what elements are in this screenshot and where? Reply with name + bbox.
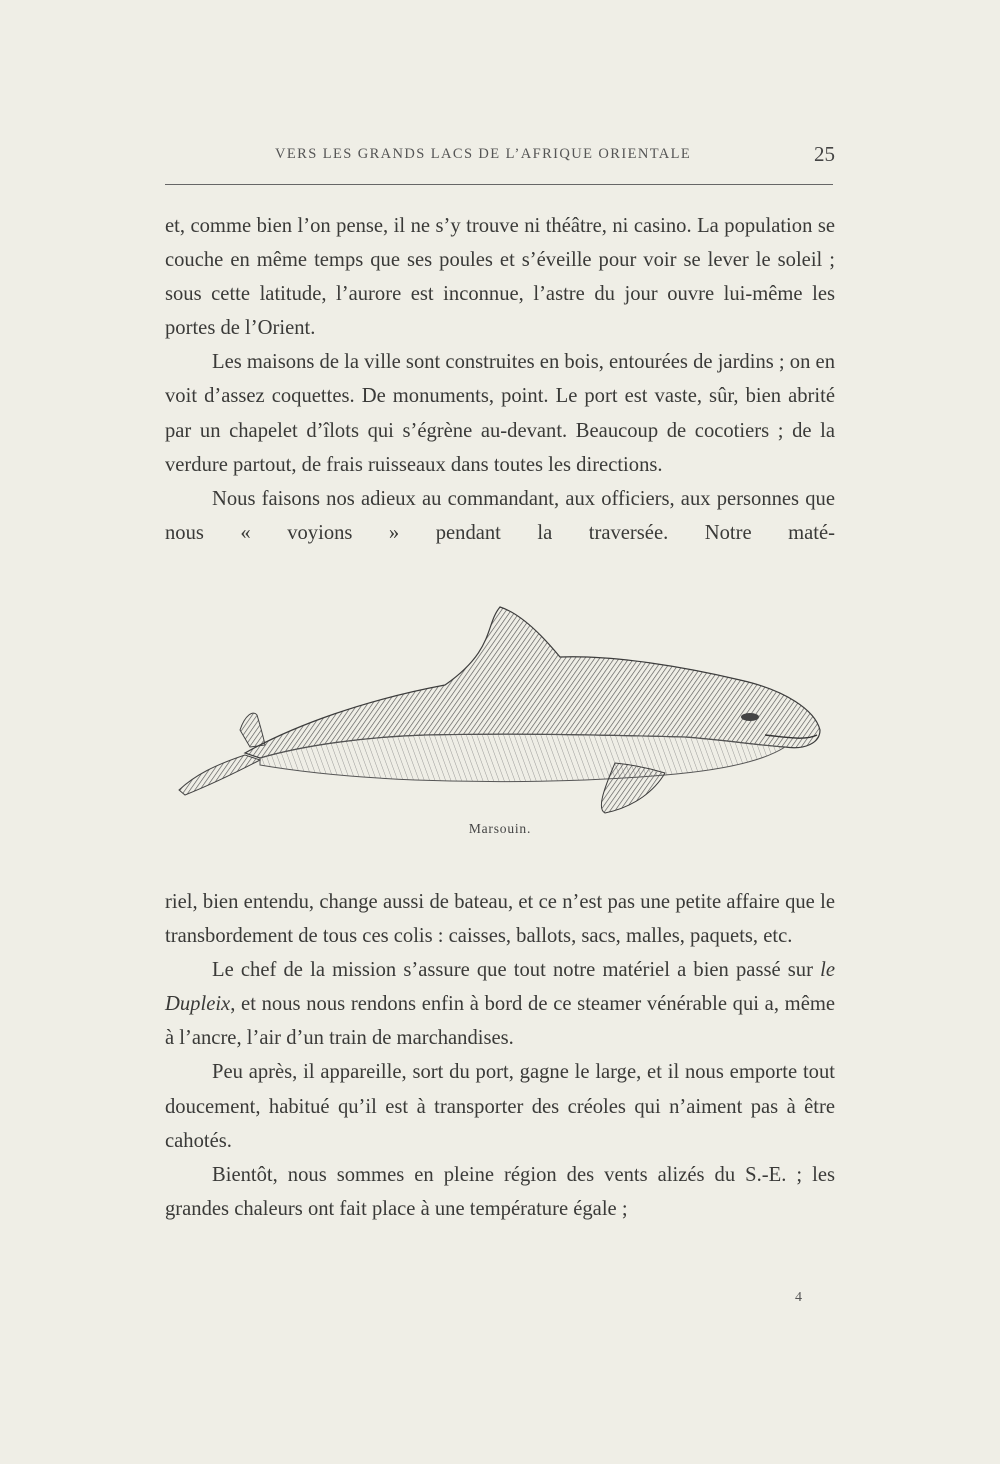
header-rule [165, 184, 833, 185]
paragraph: Peu après, il appareille, sort du port, gagne le large, et il nous emporte tout doucement, habitué qu’il est à transporter des créoles qui n’aiment pas à être cahotés. [165, 1061, 835, 1152]
ship-name: le Dupleix [165, 959, 835, 1016]
paragraph: et, comme bien l’on pense, il ne s’y trouve ni théâtre, ni casino. La population se couche en même temps que ses poules et s’éveille pour voir se lever le soleil ; sous cette latitude, l’aurore est inconnue, l’astre du jour ouvre lui-même les portes de l’Orient. [165, 215, 835, 340]
signature-mark: 4 [795, 1290, 802, 1305]
text-block-bottom [165, 885, 835, 1226]
page-number: 25 [814, 142, 835, 166]
paragraph: Nous faisons nos adieux au commandant, aux officiers, aux personnes que nous « voyions » pendant la traversée. Notre maté- [165, 487, 835, 544]
running-head [165, 142, 835, 168]
text-block-top [165, 209, 835, 550]
porpoise-icon [165, 595, 835, 825]
text-run: Le chef de la mission s’assure que tout notre matériel a bien passé sur [212, 959, 821, 982]
paragraph: Les maisons de la ville sont construites en bois, entourées de jardins ; on en voit d’assez coquettes. De monuments, point. Le port est vaste, sûr, bien abrité par un chapelet d’îlots qui s’égrène au-devant. Beaucoup de cocotiers ; de la verdure partout, de frais ruisseaux dans toutes les directions. [165, 351, 835, 476]
paragraph: Bientôt, nous sommes en pleine région des vents alizés du S.-E. ; les grandes chaleurs ont fait place à une température égale ; [165, 1163, 835, 1220]
paragraph: riel, bien entendu, change aussi de bateau, et ce n’est pas une petite affaire que le transbordement de tous ces colis : caisses, ballots, sacs, malles, paquets, etc. [165, 891, 835, 948]
porpoise-figure [165, 595, 835, 835]
text-run: , et nous nous rendons enfin à bord de ce steamer vénérable qui a, même à l’ancre, l’air d’un train de marchandises. [165, 993, 835, 1050]
running-title: VERS LES GRANDS LACS DE L’AFRIQUE ORIENTALE [275, 146, 692, 162]
paragraph-with-ship-name [165, 953, 835, 1055]
figure-caption: Marsouin. [468, 821, 532, 836]
